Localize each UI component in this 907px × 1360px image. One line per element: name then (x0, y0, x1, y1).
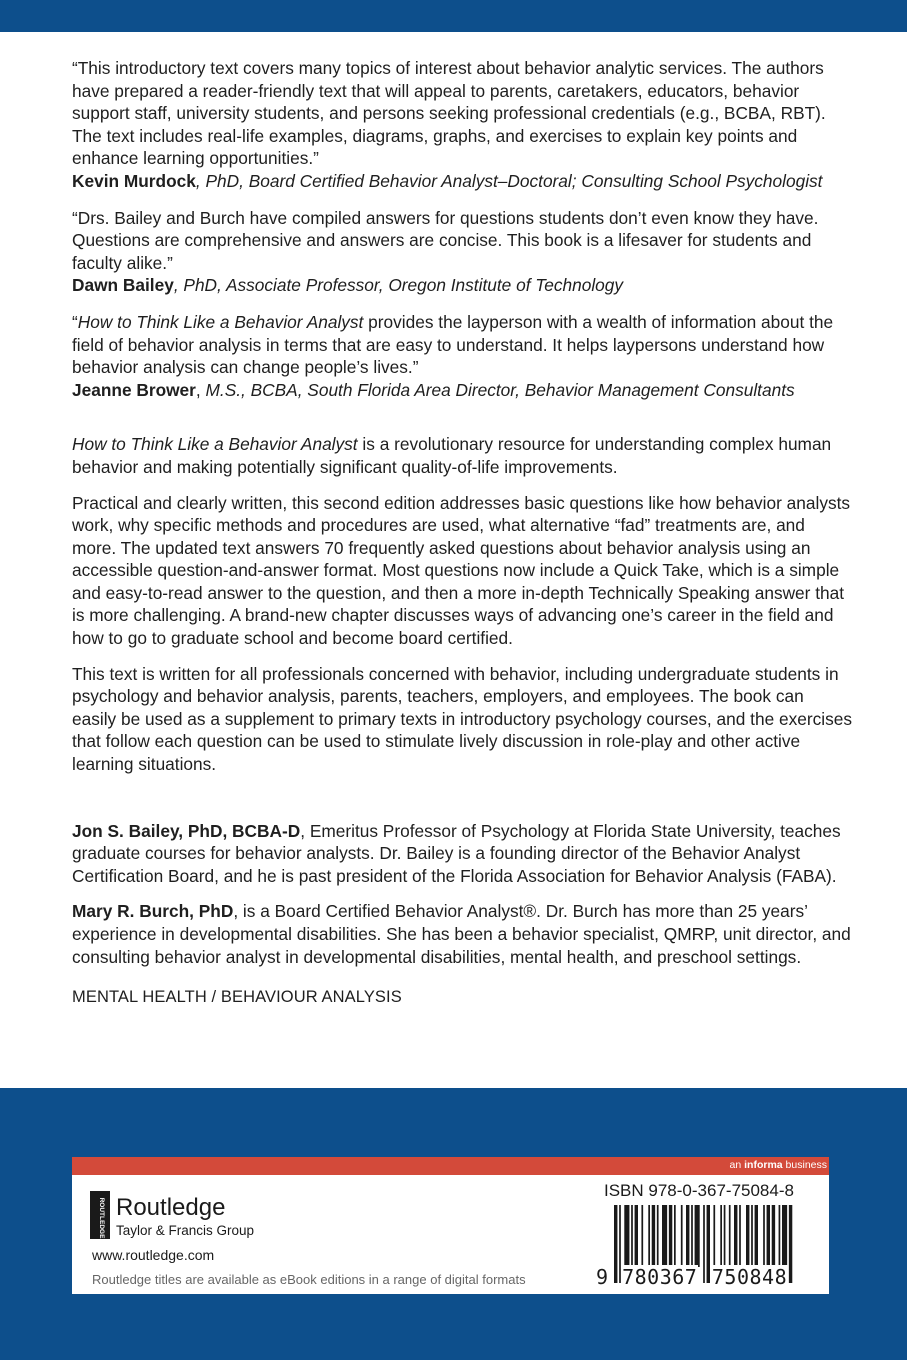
endorser-credentials: , PhD, Associate Professor, Oregon Institute of Technology (173, 275, 624, 296)
isbn-label: ISBN 978-0-367-75084-8 (604, 1181, 794, 1200)
author-bio-2 (72, 900, 852, 968)
description-intro (72, 433, 852, 478)
barcode-bar (720, 1205, 722, 1267)
barcode-digits (596, 1265, 806, 1289)
barcode-bar (641, 1205, 643, 1267)
intro-text: is a revolutionary resource for understanding complex human behavior and making potentially significant quality-of-life improvements. (72, 434, 832, 477)
ebook-note: Routledge titles are available as eBook editions in a range of digital formats (92, 1272, 526, 1287)
barcode-bar (662, 1205, 667, 1267)
book-description (72, 433, 852, 775)
barcode-bar (713, 1205, 715, 1267)
endorsement-3 (72, 311, 852, 401)
author-bio-1 (72, 820, 852, 888)
publisher-group: Taylor & Francis Group (116, 1223, 255, 1238)
author-name: Jon S. Bailey, PhD, BCBA-D (72, 820, 301, 841)
back-cover-text (72, 57, 852, 1009)
barcode-bar (772, 1205, 775, 1267)
barcode-bar (755, 1205, 758, 1267)
top-color-bar (0, 0, 907, 32)
publisher-panel (72, 1157, 829, 1294)
subject-category: MENTAL HEALTH / BEHAVIOUR ANALYSIS (72, 988, 402, 1007)
separator: , (195, 379, 206, 400)
publisher-url[interactable]: www.routledge.com (92, 1247, 215, 1263)
barcode-bar (631, 1205, 633, 1267)
barcode-bar (695, 1205, 700, 1267)
barcode-bar (763, 1205, 765, 1267)
barcode-bar (648, 1205, 650, 1267)
barcode-bar (686, 1205, 689, 1267)
barcode-bar (751, 1205, 753, 1267)
barcode-right-digits: 750848 (711, 1265, 788, 1289)
endorser-name: Jeanne Brower (72, 379, 196, 400)
informa-strip (72, 1157, 829, 1175)
barcode-bar (782, 1205, 787, 1267)
routledge-logo-icon (90, 1191, 110, 1239)
barcode-left-digits: 780367 (622, 1265, 698, 1289)
endorsement-attribution (72, 379, 852, 402)
barcode-bar (657, 1205, 659, 1267)
author-bio-text: , Emeritus Professor of Psychology at Florida State University, teaches graduate courses for behavior analysts. Dr. Bailey is a founding director of the Behavior Analyst Certification Board, and he is past president of the Florida Association for Behavior Analysis (FABA). (72, 820, 841, 886)
barcode-bar (779, 1205, 781, 1267)
barcode-first-digit: 9 (596, 1265, 609, 1289)
endorser-credentials: M.S., BCBA, South Florida Area Director, Behavior Management Consultants (205, 379, 795, 400)
barcode-bar (624, 1205, 629, 1267)
endorsement-1 (72, 57, 852, 193)
endorsement-text: “Drs. Bailey and Burch have compiled answers for questions students don’t even know they have. Questions are comprehensive and answers are concise. This book is a lifesaver for students and faculty alike.” (72, 207, 819, 273)
author-bios (72, 820, 852, 969)
endorsement-body: provides the layperson with a wealth of information about the field of behavior analysis in terms that are easy to understand. It helps laypersons understand how behavior analysis can change people’s lives.” (72, 311, 834, 378)
endorsement-text (72, 311, 852, 379)
informa-tagline (730, 1159, 827, 1171)
barcode-bar (691, 1205, 693, 1267)
tagline-prefix: an (729, 1159, 745, 1171)
author-bio-text: , is a Board Certified Behavior Analyst®. Dr. Burch has more than 25 years’ experience in developmental disabilities. She has been a behavior specialist, QMRP, unit director, and consulting behavior analyst in developmental disabilities, mental health, and preschool settings. (72, 901, 851, 967)
endorsements (72, 57, 852, 401)
barcode-bar (681, 1205, 683, 1267)
barcode-bar (729, 1205, 731, 1267)
barcode-bar (734, 1205, 737, 1267)
barcode-bar (767, 1205, 770, 1267)
endorser-name: Kevin Murdock (72, 170, 196, 191)
barcode-bar (635, 1205, 638, 1267)
barcode-bar (739, 1205, 741, 1267)
endorsement-2 (72, 207, 852, 297)
endorsement-attribution (72, 170, 852, 193)
endorsement-attribution (72, 274, 852, 297)
barcode-bar (669, 1205, 672, 1267)
barcode-bar (652, 1205, 655, 1267)
description-paragraph-2: Practical and clearly written, this second edition addresses basic questions like how behavior analysts work, why specific methods and procedures are used, what alternative “fad” treatments are, and more. The updated text answers 70 frequently asked questions about behavior analysis using an accessible question-and-answer format. Most questions now include a Quick Take, which is a simple and easy-to-read answer to the question, and then a more in-depth Technically Speaking answer that is more challenging. A brand-new chapter discusses ways of advancing one’s career in the field and how to go to graduate school and become board certified. (72, 492, 851, 649)
author-name: Mary R. Burch, PhD (72, 901, 234, 922)
barcode-bar (746, 1205, 749, 1267)
open-quote: “ (72, 311, 78, 332)
barcode-bar (724, 1205, 726, 1267)
book-title: How to Think Like a Behavior Analyst (72, 434, 358, 455)
logo-text: ROUTLEDGE (98, 1197, 105, 1239)
tagline-suffix: business (782, 1159, 827, 1171)
description-paragraph-3: This text is written for all professionals concerned with behavior, including undergraduate students in psychology and behavior analysis, parents, teachers, employers, and employees. The book can easily be used as a supplement to primary texts in introductory psychology courses, and the exercises that follow each question can be used to stimulate lively discussion in role-play and other active learning situations. (72, 663, 852, 775)
informa-brand: informa (744, 1159, 783, 1171)
endorser-credentials: , PhD, Board Certified Behavior Analyst–Doctoral; Consulting School Psychologist (195, 170, 823, 191)
barcode-bar (674, 1205, 676, 1267)
endorser-name: Dawn Bailey (72, 275, 174, 296)
publisher-name: Routledge (116, 1194, 226, 1221)
book-title: How to Think Like a Behavior Analyst (77, 311, 364, 332)
endorsement-text: “This introductory text covers many topics of interest about behavior analytic services. The authors have prepared a reader-friendly text that will appeal to parents, caretakers, educators, behavior support staff, university students, and persons seeking professional credentials (e.g., BCBA, RBT). The text includes real-life examples, diagrams, graphs, and exercises to explain key points and enhance learning opportunities.” (72, 58, 826, 169)
